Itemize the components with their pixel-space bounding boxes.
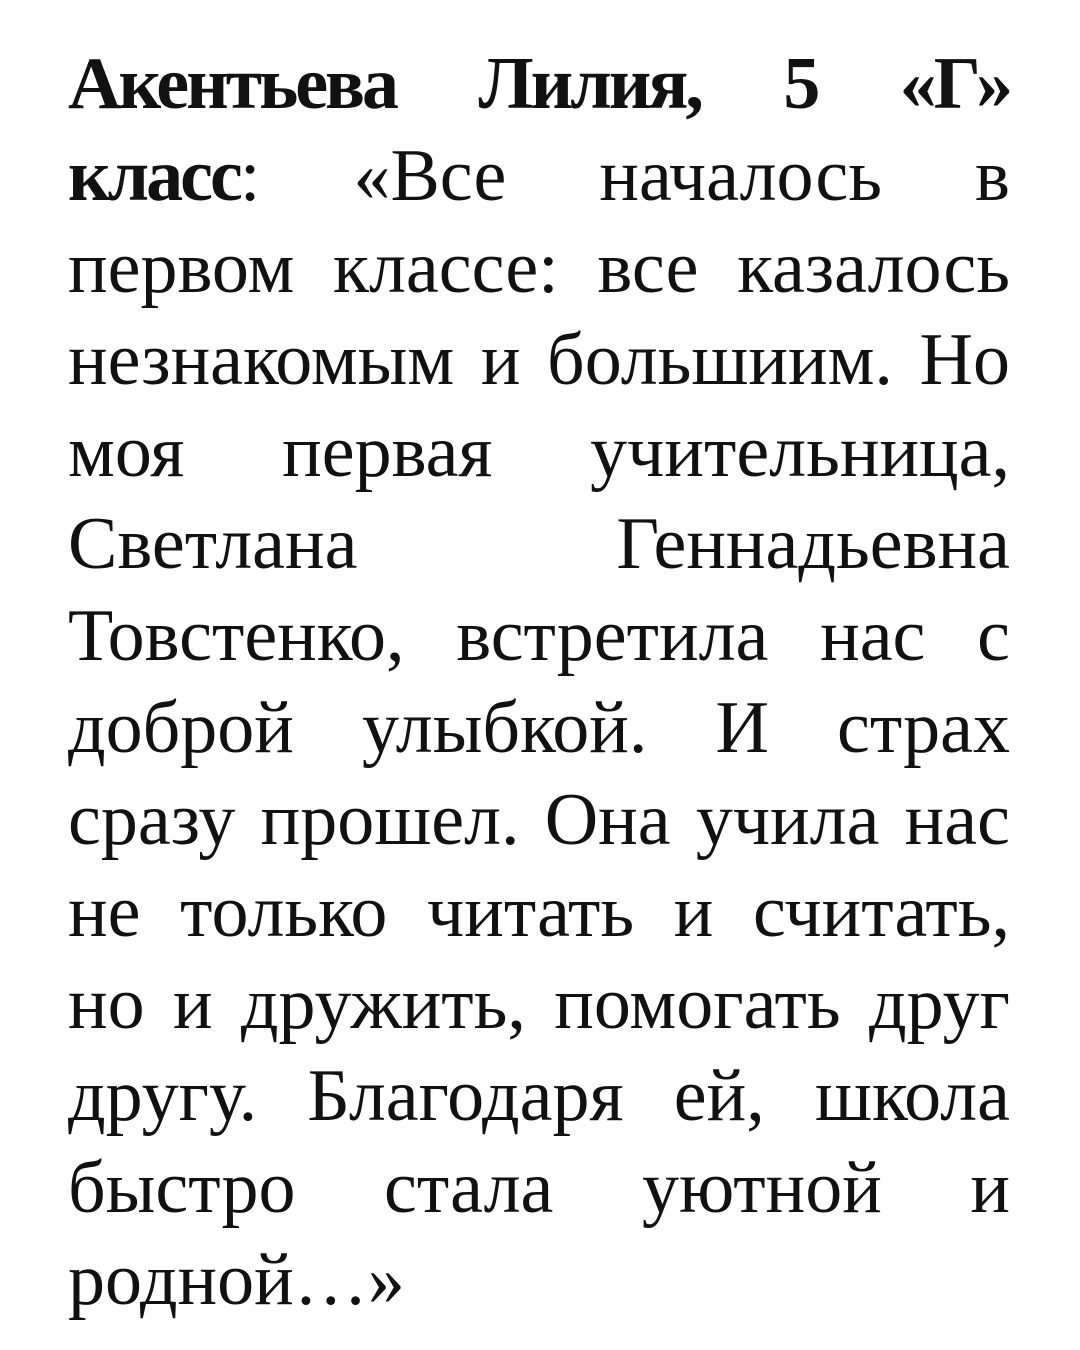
paragraph-word: Геннадьевна bbox=[616, 503, 1010, 585]
paragraph-word: быстро bbox=[68, 1147, 296, 1229]
paragraph-word: классе: bbox=[333, 227, 559, 309]
paragraph-word: только bbox=[180, 871, 388, 953]
paragraph-word: И bbox=[715, 687, 769, 769]
author-heading-word: класс: bbox=[68, 135, 261, 217]
text-line bbox=[68, 130, 1010, 222]
paragraph-word: и bbox=[172, 963, 213, 1045]
paragraph-word: все bbox=[597, 227, 699, 309]
paragraph-word: доброй bbox=[68, 687, 294, 769]
paragraph-word: и bbox=[480, 319, 521, 401]
paragraph-word: учила bbox=[695, 779, 880, 861]
author-heading-word: Лилия, bbox=[478, 43, 701, 125]
paragraph-word: нас bbox=[904, 779, 1010, 861]
paragraph-word: другу. bbox=[68, 1055, 258, 1137]
text-paragraph bbox=[68, 0, 1010, 1350]
paragraph-word: ей, bbox=[673, 1055, 765, 1137]
paragraph-word: Она bbox=[544, 779, 671, 861]
paragraph-word: Светлана bbox=[68, 503, 358, 585]
paragraph-word: дружить, bbox=[240, 963, 526, 1045]
text-line bbox=[68, 314, 1010, 406]
text-line bbox=[68, 1142, 1010, 1234]
text-line bbox=[68, 866, 1010, 958]
text-line bbox=[68, 590, 1010, 682]
author-heading-word: «Г» bbox=[899, 43, 1010, 125]
paragraph-word: нас bbox=[820, 595, 926, 677]
paragraph-word: родной…» bbox=[68, 1239, 405, 1321]
text-line bbox=[68, 38, 1010, 130]
paragraph-word: страх bbox=[837, 687, 1010, 769]
paragraph-word: читать bbox=[427, 871, 635, 953]
paragraph-word: большиим. bbox=[547, 319, 893, 401]
paragraph-word: но bbox=[68, 963, 145, 1045]
paragraph-word: с bbox=[977, 595, 1010, 677]
paragraph-word: незнакомым bbox=[68, 319, 455, 401]
paragraph-word: моя bbox=[68, 411, 185, 493]
text-line bbox=[68, 774, 1010, 866]
paragraph-word: и bbox=[673, 871, 714, 953]
paragraph-word: первая bbox=[282, 411, 493, 493]
text-line bbox=[68, 222, 1010, 314]
paragraph-word: Товстенко, bbox=[68, 595, 405, 677]
paragraph-word: первом bbox=[68, 227, 295, 309]
paragraph-word: считать, bbox=[753, 871, 1010, 953]
paragraph-word: встретила bbox=[456, 595, 769, 677]
paragraph-word: в bbox=[975, 135, 1010, 217]
paragraph-word: «Все bbox=[353, 135, 507, 217]
paragraph-word: помогать bbox=[554, 963, 841, 1045]
paragraph-word: Благодаря bbox=[307, 1055, 624, 1137]
text-line bbox=[68, 406, 1010, 498]
author-heading-word: 5 bbox=[783, 43, 818, 125]
text-line bbox=[68, 498, 1010, 590]
paragraph-word: уютной bbox=[641, 1147, 882, 1229]
paragraph-word: казалось bbox=[737, 227, 1010, 309]
author-heading-word: Акентьева bbox=[68, 43, 397, 125]
paragraph-word: Но bbox=[919, 319, 1010, 401]
text-line bbox=[68, 682, 1010, 774]
paragraph-word: учительница, bbox=[590, 411, 1010, 493]
text-line bbox=[68, 958, 1010, 1050]
paragraph-word: школа bbox=[814, 1055, 1010, 1137]
text-line bbox=[68, 1050, 1010, 1142]
text-line bbox=[68, 1234, 1010, 1326]
paragraph-word: началось bbox=[599, 135, 882, 217]
paragraph-word: улыбкой. bbox=[362, 687, 648, 769]
paragraph-word: и bbox=[970, 1147, 1010, 1229]
paragraph-word: не bbox=[68, 871, 141, 953]
paragraph-word: друг bbox=[868, 963, 1010, 1045]
paragraph-word: сразу bbox=[68, 779, 236, 861]
paragraph-word: прошел. bbox=[260, 779, 520, 861]
paragraph-word: стала bbox=[384, 1147, 554, 1229]
